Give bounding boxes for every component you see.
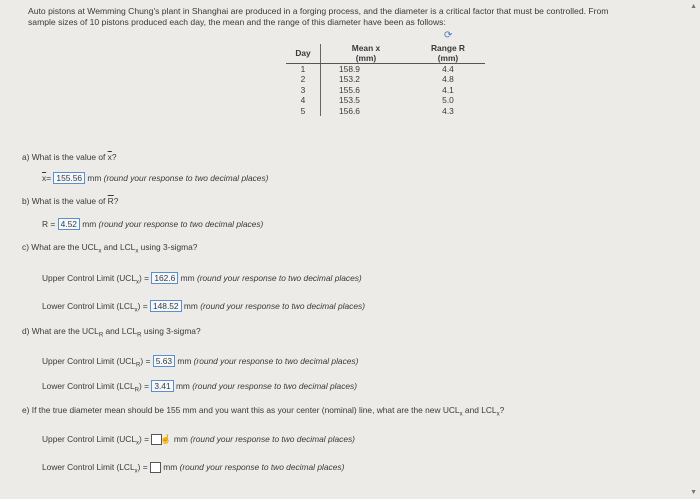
question-b: b) What is the value of $\overline{R}$?	[22, 196, 119, 206]
header-mean: Mean x (mm)	[321, 44, 412, 64]
answer-e-ucl-row: Upper Control Limit $(UCL_x)$ = ☝ mm (round your response to two decimal places)	[42, 434, 355, 447]
answer-c-ucl-row: Upper Control Limit $(UCL_x) = 162.6$ mm (round your response to two decimal places)	[42, 273, 362, 286]
intro-line-1: Auto pistons at Wemming Chung's plant in Shanghai are produced in a forging process, and the diameter is a critical factor that must be controlled. From	[28, 6, 609, 16]
answer-a-row: $\overline{x}= 155.56$ mm (round your response to two decimal places)	[42, 173, 269, 183]
answer-b-field[interactable]: 4.52	[58, 218, 80, 230]
scroll-up-icon[interactable]: ▲	[690, 3, 697, 10]
answer-a-field[interactable]: 155.56	[53, 172, 85, 184]
question-d: d) What are the $UCL_R$ and $LCL_R$ using 3-sigma?	[22, 326, 201, 339]
table-row: 2 153.2 4.8	[286, 74, 485, 84]
answer-e-lcl-field[interactable]	[150, 462, 161, 473]
question-a: a) What is the value of $\overline{x}$?	[22, 152, 117, 162]
problem-statement	[28, 6, 678, 28]
answer-d-lcl-row: Lower Control Limit $(LCL_R) = 3.41$ mm (round your response to two decimal places)	[42, 381, 358, 394]
table-row: 5 156.6 4.3	[286, 106, 485, 116]
intro-line-2: sample sizes of 10 pistons produced each day, the mean and the range of this diameter have been as follows:	[28, 17, 446, 27]
header-range: Range R (mm)	[411, 44, 485, 64]
answer-d-ucl-row: Upper Control Limit $(UCL_R) = 5.63$ mm (round your response to two decimal places)	[42, 356, 359, 369]
table-row: 1 158.9 4.4	[286, 64, 485, 75]
answer-d-ucl-field[interactable]: 5.63	[153, 355, 175, 367]
answer-e-lcl-row: Lower Control Limit $(LCL_x)$ = mm (round your response to two decimal places)	[42, 462, 345, 475]
answer-b-row: R = 4.52 mm (round your response to two decimal places)	[42, 219, 264, 229]
header-day: Day	[286, 44, 321, 64]
question-c: c) What are the $UCL_x$ and $LCL_x$ using 3-sigma?	[22, 242, 198, 255]
answer-c-ucl-field[interactable]: 162.6	[151, 272, 178, 284]
refresh-icon[interactable]: ⟳	[444, 30, 453, 41]
table-row: 4 153.5 5.0	[286, 95, 485, 105]
table-row: 3 155.6 4.1	[286, 85, 485, 95]
data-table	[286, 44, 485, 116]
answer-d-lcl-field[interactable]: 3.41	[151, 380, 173, 392]
answer-c-lcl-field[interactable]: 148.52	[150, 300, 182, 312]
question-e: e) If the true diameter mean should be 155 mm and you want this as your center (nominal) line, what are the new $UCL_x$ and $LCL_x$?	[22, 405, 505, 418]
scroll-down-icon[interactable]: ▼	[690, 489, 697, 496]
answer-c-lcl-row: Lower Control Limit $(LCL_x) = 148.52$ mm (round your response to two decimal places)	[42, 301, 365, 314]
cursor-icon: ☝	[160, 434, 172, 445]
